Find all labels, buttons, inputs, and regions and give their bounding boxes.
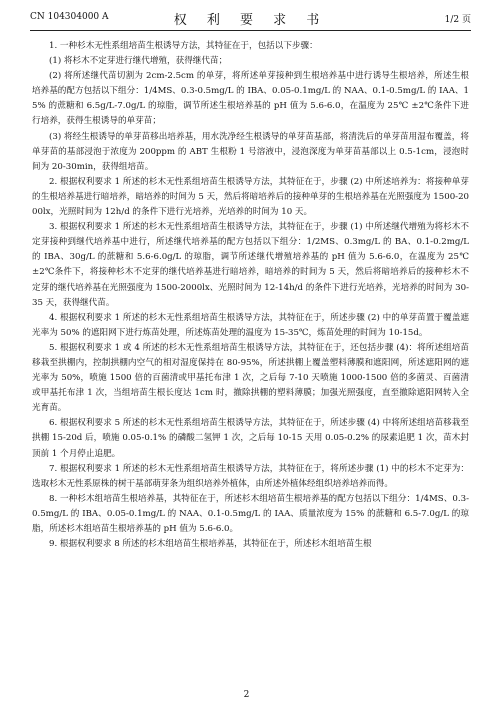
claim-1-intro: 1. 一种杉木无性系组培苗生根诱导方法，其特征在于，包括以下步骤： [49, 41, 318, 51]
claim-1-step-1: (1) 将杉木不定芽进行继代增殖，获得继代苗； [49, 56, 228, 67]
publication-number: CN 104304000 A [30, 12, 109, 22]
claim-1-step-2: (2) 将所述继代苗切割为 2cm-2.5cm 的单芽，将所述单芽接种到生根培养基中进行诱导生根培养，所述生根培养基的配方包括以下组分：1/4MS、0.3-0.5mg/L 的 IBA、0.05-0.1mg/L 的 NAA、0.1-0.5mg/L 的 IAA、15% 的蔗糖和 6.5g/L-7.0g/L 的琼脂，调节所述生根培养基的 pH 值为 5.6-6.0，在温度为 25℃ ±2℃条件下进行培养，获得生根诱导的单芽苗； [32, 71, 469, 127]
claim-5: 5. 根据权利要求 1 或 4 所述的杉木无性系组培苗生根诱导方法，其特征在于，还包括步骤 (4)：将所述组培苗移栽至拱棚内，控制拱棚内空气的相对湿度保持在 80-95%，所述拱棚上覆盖塑料薄膜和遮阳网，所述遮阳网的遮光率为 50%，喷施 1500 倍的百菌清或甲基托布津 1 次，之后每 7-10 天喷施 1000-1500 倍的多菌灵、百菌清或甲基托布津 1 次，当组培苗生根长度达 1cm 时，撤除拱棚的塑料薄膜；加强光照强度，直至撤除遮阳网转入全光育苗。 [32, 342, 469, 414]
document-title: 权 利 要 求 书 [173, 13, 328, 28]
claim-1-step-3: (3) 将经生根诱导的单芽苗移出培养基，用水洗净经生根诱导的单芽苗基部，将清洗后的单芽苗用湿布覆盖，将单芽苗的基部浸泡于浓度为 200ppm 的 ABT 生根粉 1 号溶液中，浸泡深度为单芽苗基部以上 0.5-1cm，浸泡时间为 20-30min，获得组培苗。 [32, 131, 469, 172]
page-header [30, 8, 471, 31]
page-number: 2 [243, 690, 250, 700]
claim-9: 9. 根据权利要求 8 所述的杉木组培苗生根培养基，其特征在于，所述杉木组培苗生根 [49, 539, 372, 550]
claim-4: 4. 根据权利要求 1 所述的杉木无性系组培苗生根诱导方法，其特征在于，所述步骤 (2) 中的单芽苗置于覆盖遮光率为 50% 的遮阳网下进行炼苗处理，所述炼苗处理的温度为 15-35℃，炼苗处理的时间为 10-15d。 [32, 312, 469, 338]
claim-8: 8. 一种杉木组培苗生根培养基，其特征在于，所述杉木组培苗生根培养基的配方包括以下组分：1/4MS、0.3-0.5mg/L 的 IBA、0.05-0.1mg/L 的 NAA、0.1-0.5mg/L 的 IAA、质量浓度为 15% 的蔗糖和 6.5-7.0g/L 的琼脂，所述杉木组培苗生根培养基的 pH 值为 5.6-6.0。 [32, 493, 469, 534]
page-reference: 1/2 页 [444, 15, 471, 25]
claim-3: 3. 根据权利要求 1 所述的杉木无性系组培苗生根诱导方法，其特征在于，步骤 (1) 中所述继代增殖为将杉木不定芽接种到继代培养基中进行，所述继代培养基的配方包括以下组分：1/2MS、0.3mg/L 的 BA、0.1-0.2mg/L 的 IBA、30g/L 的蔗糖和 5.6-6.0g/L 的琼脂，调节所述继代增殖培养基的 pH 值为 5.6-6.0，在温度为 25℃ ±2℃条件下，将接种杉木不定芽的继代培养基进行暗培养，暗培养的时间为 5 天，然后将暗培养后的接种杉木不定芽的继代培养基在光照强度为 1500-2000lx、光照时间为 12-14h/d 的条件下进行光培养，光培养的时间为 30-35 天，获得继代苗。 [32, 222, 469, 308]
claim-6: 6. 根据权利要求 5 所述的杉木无性系组培苗生根诱导方法，其特征在于，所述步骤 (4) 中将所述组培苗移栽至拱棚 15-20d 后，喷施 0.05-0.1% 的磷酸二氢钾 1 次，之后每 10-15 天用 0.05-0.2% 的尿素追肥 1 次，苗木封顶前 1 个月停止追肥。 [32, 418, 469, 459]
claim-2: 2. 根据权利要求 1 所述的杉木无性系组培苗生根诱导方法，其特征在于，步骤 (2) 中所述培养为：将接种单芽的生根培养基进行暗培养，暗培养的时间为 5 天，然后将暗培养后的接种单芽的生根培养基在光照强度为 1500-2000lx，光照时间为 12h/d 的条件下进行光培养，光培养的时间为 10 天。 [32, 176, 469, 218]
claims-body [32, 39, 469, 687]
claim-7: 7. 根据权利要求 1 所述的杉木无性系组培苗生根诱导方法，其特征在于，将所述步骤 (1) 中的杉木不定芽为：选取杉木无性系原株的树干基部萌芽条为组织培养外植体，由所述外植体经组织培养培养而得。 [32, 463, 469, 489]
